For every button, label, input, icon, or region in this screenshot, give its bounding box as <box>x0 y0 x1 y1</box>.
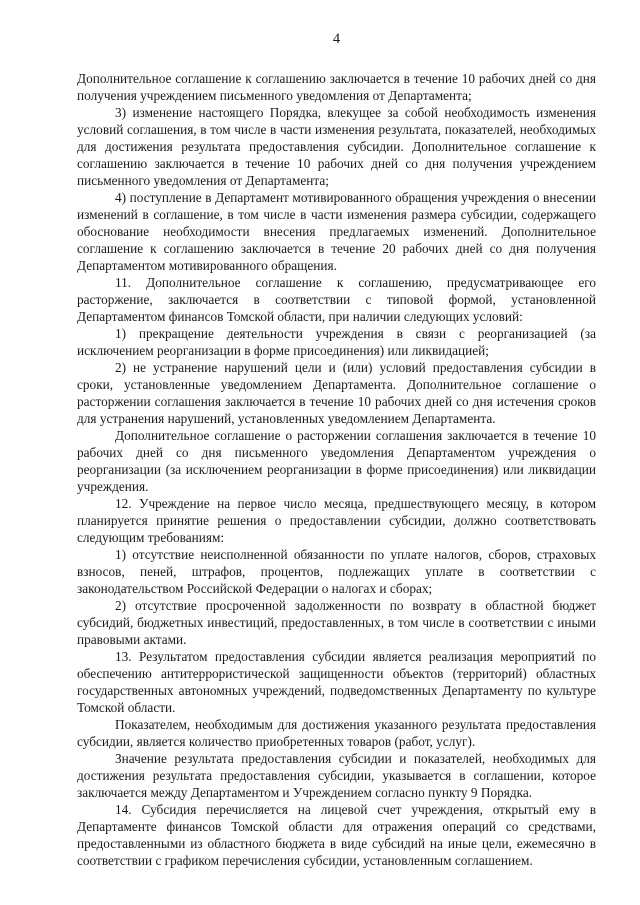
paragraph: 13. Результатом предоставления субсидии является реализация мероприятий по обеспечению антитеррористической защищенности объектов (территорий) областных государственных автономных учреждений, подведомственных Департаменту по культуре Томской области. <box>77 649 596 715</box>
document-page <box>77 30 596 869</box>
page-number: 4 <box>332 31 341 47</box>
paragraph: 11. Дополнительное соглашение к соглашению, предусматривающее его расторжение, заключается в соответствии с типовой формой, установленной Департаментом финансов Томской области, при наличии следующих условий: <box>77 275 596 324</box>
paragraph: 2) отсутствие просроченной задолженности по возврату в областной бюджет субсидий, бюджетных инвестиций, предоставленных, в том числе в соответствии с иными правовыми актами. <box>77 598 596 647</box>
paragraph: Дополнительное соглашение о расторжении соглашения заключается в течение 10 рабочих дней со дня письменного уведомления Департаментом учреждения о реорганизации (за исключением реорганизации в форме присоединения) или ликвидации учреждения. <box>77 428 596 494</box>
paragraph: 2) не устранение нарушений цели и (или) условий предоставления субсидии в сроки, установленные уведомлением Департамента. Дополнительное соглашение о расторжении соглашения заключается в течение 10 рабочих дней со дня истечения сроков для устранения нарушений, установленных уведомлением Департамента. <box>77 360 596 426</box>
paragraph: 1) отсутствие неисполненной обязанности по уплате налогов, сборов, страховых взносов, пеней, штрафов, процентов, подлежащих уплате в соответствии с законодательством Российской Федерации о налогах и сборах; <box>77 547 596 596</box>
paragraph: 4) поступление в Департамент мотивированного обращения учреждения о внесении изменений в соглашение, в том числе в части изменения размера субсидии, содержащего обоснование необходимости внесения предлагаемых изменений. Дополнительное соглашение к соглашению заключается в течение 20 рабочих дней со дня получения Департаментом мотивированного обращения. <box>77 190 596 273</box>
paragraph: 3) изменение настоящего Порядка, влекущее за собой необходимость изменения условий соглашения, в том числе в части изменения результата, показателей, необходимых для достижения результата предоставления субсидии. Дополнительное соглашение к соглашению заключается в течение 10 рабочих дней со дня получения учреждением письменного уведомления от Департамента; <box>77 105 596 188</box>
document-body <box>77 70 596 869</box>
paragraph: 14. Субсидия перечисляется на лицевой счет учреждения, открытый ему в Департаменте финансов Томской области для отражения операций со средствами, предоставленными из областного бюджета в виде субсидий на иные цели, ежемесячно в соответствии с графиком перечисления субсидии, установленным соглашением. <box>77 802 596 868</box>
paragraph: Показателем, необходимым для достижения указанного результата предоставления субсидии, является количество приобретенных товаров (работ, услуг). <box>77 717 596 749</box>
paragraph: 12. Учреждение на первое число месяца, предшествующего месяцу, в котором планируется принятие решения о предоставлении субсидии, должно соответствовать следующим требованиям: <box>77 496 596 545</box>
paragraph: 1) прекращение деятельности учреждения в связи с реорганизацией (за исключением реорганизации в форме присоединения) или ликвидацией; <box>77 326 596 358</box>
paragraph: Значение результата предоставления субсидии и показателей, необходимых для достижения результата предоставления субсидии, указывается в соглашении, которое заключается между Департаментом и Учреждением согласно пункту 9 Порядка. <box>77 751 596 800</box>
paragraph: Дополнительное соглашение к соглашению заключается в течение 10 рабочих дней со дня получения учреждением письменного уведомления от Департамента; <box>77 71 596 103</box>
